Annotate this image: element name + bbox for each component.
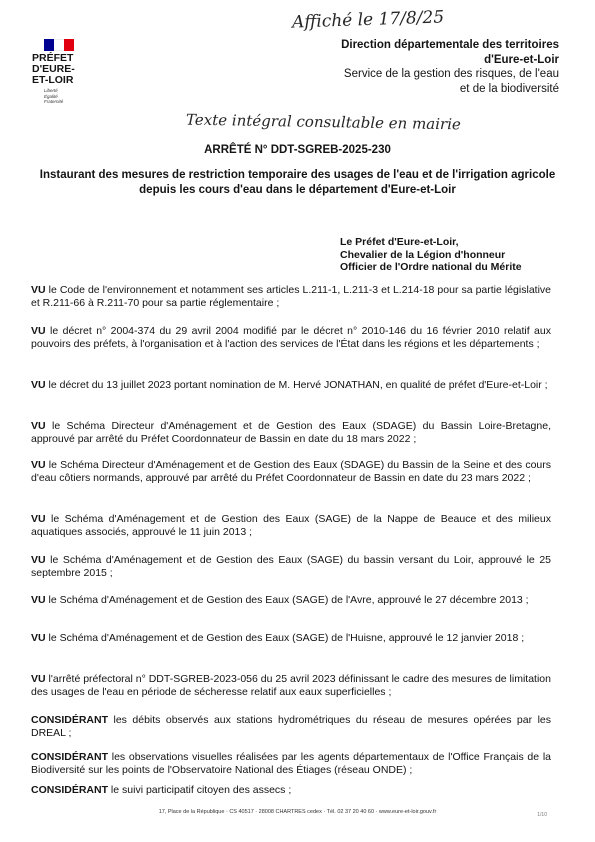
flag-white xyxy=(54,39,64,51)
recital-text: le décret n° 2004-374 du 29 avril 2004 modifié par le décret n° 2010-146 du 16 février 2010 relatif aux pouvoirs des préfets, à l'organisation et à l'action des services de l'État dans les régions et les départements ; xyxy=(31,325,551,350)
recital-text: le Schéma d'Aménagement et de Gestion des Eaux (SAGE) de la Nappe de Beauce et des milieux aquatiques associés, approuvé le 11 juin 2013 ; xyxy=(31,513,551,538)
recital-paragraph xyxy=(31,379,551,392)
page-marker: 1/10 xyxy=(537,812,547,818)
recital-text: le décret du 13 juillet 2023 portant nomination de M. Hervé JONATHAN, en qualité de préfet d'Eure-et-Loir ; xyxy=(45,379,548,391)
recital-paragraph xyxy=(31,632,551,645)
recital-paragraph xyxy=(31,459,551,485)
recital-text: le Schéma d'Aménagement et de Gestion des Eaux (SAGE) du bassin versant du Loir, approuvé le 25 septembre 2015 ; xyxy=(31,554,551,579)
service-line: Service de la gestion des risques, de l'eau xyxy=(343,68,559,80)
recital-lead: VU xyxy=(31,673,46,685)
recital-paragraph xyxy=(31,420,551,446)
recital-text: le suivi participatif citoyen des assecs ; xyxy=(108,784,292,796)
prefect-line: Le Préfet d'Eure-et-Loir, xyxy=(340,236,459,248)
prefect-titles xyxy=(340,236,522,274)
recital-lead: VU xyxy=(31,554,46,566)
decree-number: ARRÊTÉ N° DDT-SGREB-2025-230 xyxy=(204,144,391,156)
recital-paragraph xyxy=(31,784,551,797)
recital-paragraph xyxy=(31,594,551,607)
prefect-line: Chevalier de la Légion d'honneur xyxy=(340,248,506,261)
recital-lead: VU xyxy=(31,632,46,644)
logo-line: PRÉFET xyxy=(32,52,74,64)
flag-red xyxy=(64,39,74,51)
service-line: d'Eure-et-Loir xyxy=(484,53,559,66)
recital-lead: VU xyxy=(31,513,46,525)
recital-text: les débits observés aux stations hydrométriques du réseau de mesures opérées par les DREAL ; xyxy=(31,714,551,739)
recital-text: le Schéma Directeur d'Aménagement et de Gestion des Eaux (SDAGE) du Bassin de la Seine et des cours d'eau côtiers normands, approuvé par arrêté du Préfet Coordonnateur de Bassin en date du 23 mars 2022 ; xyxy=(31,459,551,484)
motto-line: Égalité xyxy=(44,93,58,99)
recital-lead: VU xyxy=(31,325,46,337)
recital-paragraph xyxy=(31,325,551,351)
motto-line: Liberté xyxy=(44,88,58,93)
handwritten-posting-note: Affiché le 17/8/25 xyxy=(291,7,445,33)
handwritten-mairie-note: Texte intégral consultable en mairie xyxy=(185,110,462,134)
recital-text: le Schéma d'Aménagement et de Gestion des Eaux (SAGE) de l'Avre, approuvé le 27 décembre 2013 ; xyxy=(45,594,529,606)
recital-paragraph xyxy=(31,554,551,580)
recital-lead: VU xyxy=(31,379,46,391)
prefet-logo-text xyxy=(32,53,102,86)
recital-lead: CONSIDÉRANT xyxy=(31,714,109,726)
service-line: et de la biodiversité xyxy=(459,82,559,95)
motto-line: Fraternité xyxy=(44,99,64,104)
recital-lead: VU xyxy=(31,420,46,432)
flag-blue xyxy=(44,39,54,51)
recital-text: l'arrêté préfectoral n° DDT-SGREB-2023-056 du 25 avril 2023 définissant le cadre des mesures de limitation des usages de l'eau en période de sécheresse relatif aux eaux superficielles ; xyxy=(31,673,551,698)
recital-lead: CONSIDÉRANT xyxy=(31,751,109,763)
issuing-service xyxy=(239,38,559,96)
recital-paragraph xyxy=(31,284,551,310)
recital-text: le Code de l'environnement et notamment ses articles L.211-1, L.211-3 et L.214-18 pour sa partie législative et R.211-66 à R.211-70 pour sa partie réglementaire ; xyxy=(31,284,551,309)
recital-paragraph xyxy=(31,513,551,539)
recital-text: les observations visuelles réalisées par les agents départementaux de l'Office Français de la Biodiversité sur les points de l'Observatoire National des Étiages (réseau ONDE) ; xyxy=(31,751,551,776)
recital-lead: VU xyxy=(31,459,46,471)
address-footer: 17, Place de la République · CS 40517 · 28008 CHARTRES cedex · Tél. 02 37 20 40 60 · www.eure-et-loir.gouv.fr xyxy=(158,809,437,815)
decree-subject: Instaurant des mesures de restriction temporaire des usages de l'eau et de l'irrigation agricole depuis les cours d'eau dans le département d'Eure-et-Loir xyxy=(39,169,556,196)
service-line: Direction départementale des territoires xyxy=(341,39,559,51)
recital-lead: CONSIDÉRANT xyxy=(31,784,109,796)
republic-motto xyxy=(44,88,63,105)
logo-line: D'EURE- xyxy=(32,63,75,75)
logo-line: ET-LOIR xyxy=(32,74,74,86)
recital-paragraph xyxy=(31,673,551,699)
recital-paragraph xyxy=(31,714,551,740)
recital-paragraph xyxy=(31,751,551,777)
recital-text: le Schéma d'Aménagement et de Gestion des Eaux (SAGE) de l'Huisne, approuvé le 12 janvier 2018 ; xyxy=(45,632,525,644)
recital-text: le Schéma Directeur d'Aménagement et de Gestion des Eaux (SDAGE) du Bassin Loire-Bretagne, approuvé par arrêté du Préfet Coordonnateur de Bassin en date du 18 mars 2022 ; xyxy=(31,420,551,445)
recital-lead: VU xyxy=(31,284,46,296)
prefect-line: Officier de l'Ordre national du Mérite xyxy=(340,261,522,273)
recital-lead: VU xyxy=(31,594,46,606)
marianne-logo-flag xyxy=(44,38,74,50)
